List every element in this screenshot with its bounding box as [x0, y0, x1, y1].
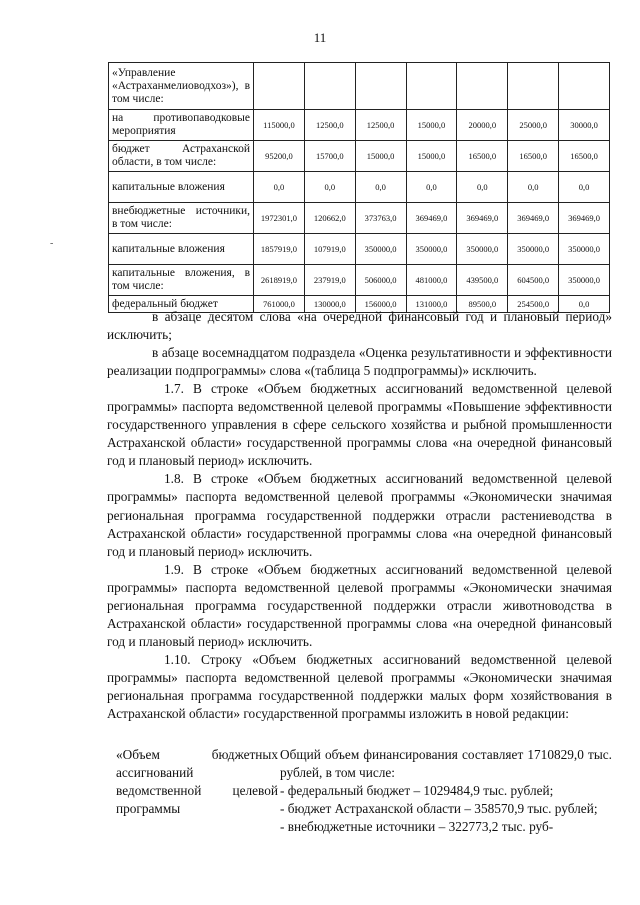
- table-cell: [355, 63, 406, 110]
- passport-block: [116, 746, 612, 836]
- table-cell: 254500,0: [508, 296, 559, 313]
- table-cell: 1857919,0: [254, 234, 305, 265]
- table-cell: 16500,0: [508, 141, 559, 172]
- table-row: [109, 203, 610, 234]
- table-cell: 15000,0: [406, 110, 457, 141]
- table-cell: 89500,0: [457, 296, 508, 313]
- table-cell: 350000,0: [559, 234, 610, 265]
- table-cell: 506000,0: [355, 265, 406, 296]
- table-cell: 350000,0: [355, 234, 406, 265]
- table-cell: [559, 63, 610, 110]
- table-cell: 761000,0: [254, 296, 305, 313]
- table-cell: 0,0: [355, 172, 406, 203]
- passport-line: - федеральный бюджет – 1029484,9 тыс. рублей;: [280, 783, 554, 798]
- table-cell: 16500,0: [559, 141, 610, 172]
- table-cell: 2618919,0: [254, 265, 305, 296]
- table-cell: 15000,0: [355, 141, 406, 172]
- table-row: [109, 141, 610, 172]
- table-cell: [457, 63, 508, 110]
- passport-line: Общий объем финансирования составляет 1710829,0 тыс. рублей, в том числе:: [280, 747, 612, 780]
- passport-line: - внебюджетные источники – 322773,2 тыс. руб-: [280, 819, 554, 834]
- table-cell: [254, 63, 305, 110]
- table-row: [109, 265, 610, 296]
- table-cell: 0,0: [254, 172, 305, 203]
- row-label: федеральный бюджет: [109, 296, 254, 313]
- table-cell: 369469,0: [406, 203, 457, 234]
- financing-table: [108, 62, 610, 313]
- table-cell: 1972301,0: [254, 203, 305, 234]
- table-cell: 0,0: [559, 296, 610, 313]
- table-cell: 15000,0: [406, 141, 457, 172]
- table-cell: 15700,0: [304, 141, 355, 172]
- table-cell: 120662,0: [304, 203, 355, 234]
- table-cell: 16500,0: [457, 141, 508, 172]
- table-cell: 350000,0: [406, 234, 457, 265]
- row-label: «Управление «Астраханмелиоводхоз»), в том числе:: [109, 63, 254, 110]
- table-cell: 237919,0: [304, 265, 355, 296]
- table-cell: 130000,0: [304, 296, 355, 313]
- table-cell: 0,0: [304, 172, 355, 203]
- table-row: [109, 172, 610, 203]
- table-cell: 0,0: [508, 172, 559, 203]
- table-cell: 350000,0: [457, 234, 508, 265]
- table-cell: 604500,0: [508, 265, 559, 296]
- table-cell: 369469,0: [559, 203, 610, 234]
- table-cell: 25000,0: [508, 110, 559, 141]
- row-label: капитальные вложения: [109, 172, 254, 203]
- row-label: капитальные вложения: [109, 234, 254, 265]
- table-cell: 131000,0: [406, 296, 457, 313]
- table-cell: 369469,0: [508, 203, 559, 234]
- table-cell: 481000,0: [406, 265, 457, 296]
- table-cell: 95200,0: [254, 141, 305, 172]
- table-cell: 12500,0: [304, 110, 355, 141]
- table-cell: [406, 63, 457, 110]
- table-cell: 0,0: [457, 172, 508, 203]
- body-text: [107, 308, 612, 723]
- table-cell: 373763,0: [355, 203, 406, 234]
- table-row: [109, 234, 610, 265]
- table-cell: [304, 63, 355, 110]
- table-cell: 115000,0: [254, 110, 305, 141]
- row-label: на противопаводковые мероприятия: [109, 110, 254, 141]
- table-cell: 30000,0: [559, 110, 610, 141]
- table-cell: 439500,0: [457, 265, 508, 296]
- row-label: внебюджетные источники, в том числе:: [109, 203, 254, 234]
- table-cell: 12500,0: [355, 110, 406, 141]
- passport-line: - бюджет Астраханской области – 358570,9 тыс. рублей;: [280, 801, 598, 816]
- paragraph: в абзаце восемнадцатом подраздела «Оценка результативности и эффективности реализации подпрограммы» слова «(таблица 5 подпрограммы)» исключить.: [107, 345, 612, 379]
- margin-mark: -: [50, 238, 54, 249]
- table-cell: 20000,0: [457, 110, 508, 141]
- table-row: [109, 110, 610, 141]
- row-label: бюджет Астраханской области, в том числе:: [109, 141, 254, 172]
- table-cell: 156000,0: [355, 296, 406, 313]
- table-cell: 350000,0: [559, 265, 610, 296]
- table-cell: 369469,0: [457, 203, 508, 234]
- paragraph: 1.9. В строке «Объем бюджетных ассигнований ведомственной целевой программы» паспорта ведомственной целевой программы «Экономически значимая региональная программа государственной поддержки отрасли животноводства в Астраханской области» государственной программы слова «на очередной финансовый год и плановый период» исключить.: [107, 561, 612, 649]
- paragraph: 1.7. В строке «Объем бюджетных ассигнований ведомственной целевой программы» паспорта ведомственной целевой программы «Повышение эффективности государственного управления в сфере сельского хозяйства и рыбной промышленности Астраханской области» государственной программы слова «на очередной финансовый год и плановый период» исключить.: [107, 381, 612, 469]
- paragraph: 1.8. В строке «Объем бюджетных ассигнований ведомственной целевой программы» паспорта ведомственной целевой программы «Экономически значимая региональная программа государственной поддержки отрасли растениеводства в Астраханской области» государственной программы слова «на очередной финансовый год и плановый период» исключить.: [107, 471, 612, 559]
- paragraph: в абзаце десятом слова «на очередной финансовый год и плановый период» исключить;: [107, 309, 612, 343]
- row-label: капитальные вложения, в том числе:: [109, 265, 254, 296]
- page-number: 11: [313, 30, 327, 45]
- table-cell: 350000,0: [508, 234, 559, 265]
- passport-values: [278, 746, 612, 836]
- passport-label: «Объем бюджетных ассигнований ведомственной целевой программы: [116, 747, 278, 816]
- table-cell: 107919,0: [304, 234, 355, 265]
- table-cell: 0,0: [559, 172, 610, 203]
- table-row: [109, 63, 610, 110]
- paragraph: 1.10. Строку «Объем бюджетных ассигнований ведомственной целевой программы» паспорта ведомственной целевой программы «Экономически значимая региональная программа государственной поддержки малых форм хозяйствования в Астраханской области» государственной программы изложить в новой редакции:: [107, 651, 612, 722]
- table-cell: [508, 63, 559, 110]
- table-cell: 0,0: [406, 172, 457, 203]
